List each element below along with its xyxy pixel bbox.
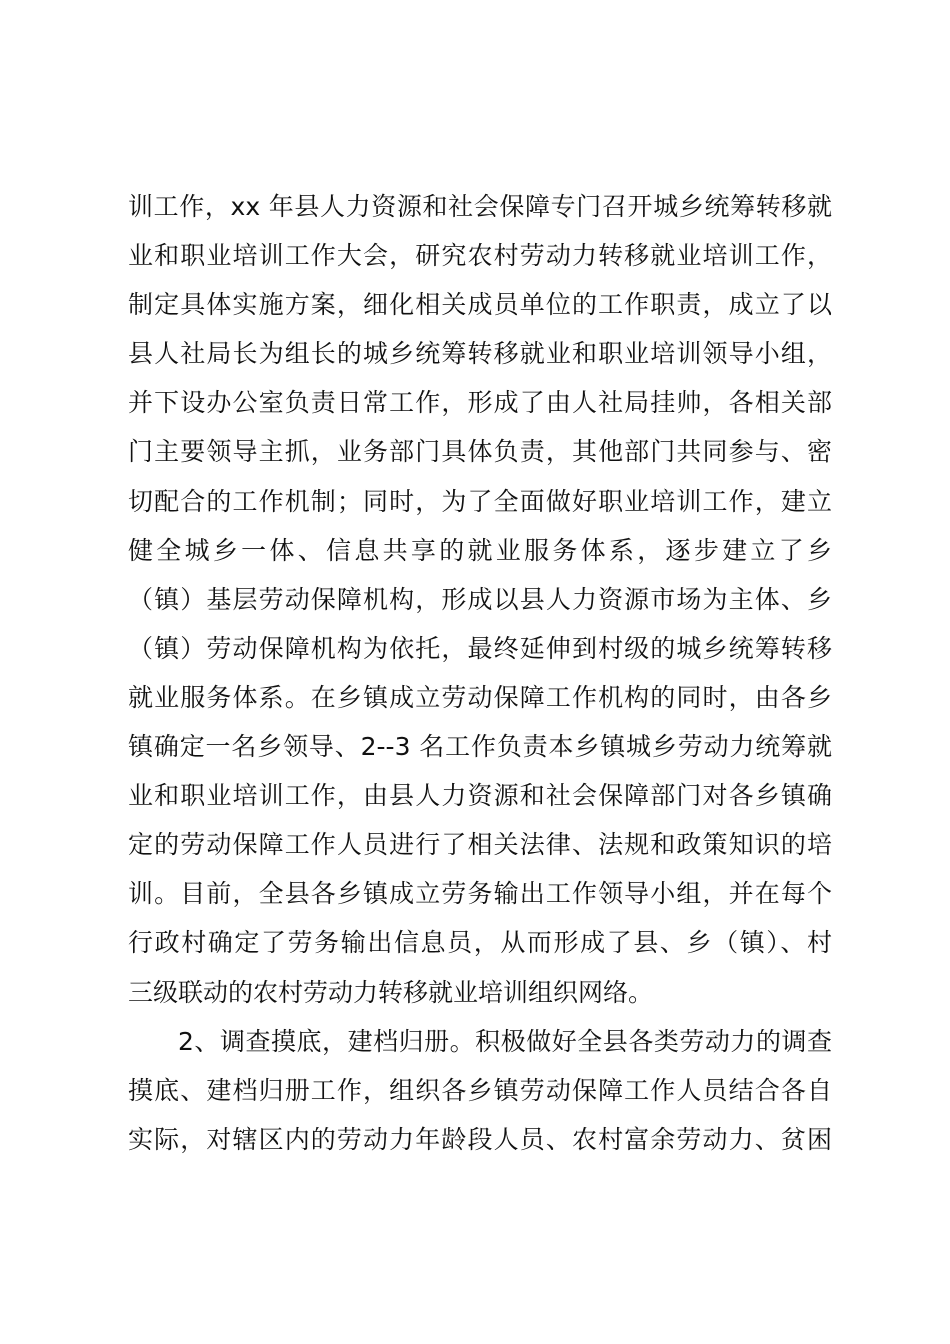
text-line: 实际，对辖区内的劳动力年龄段人员、农村富余劳动力、贫困: [128, 1124, 832, 1154]
text-line: 镇确定一名乡领导、2--3 名工作负责本乡镇城乡劳动力统筹就: [128, 732, 832, 762]
text-line: 定的劳动保障工作人员进行了相关法律、法规和政策知识的培: [128, 830, 832, 860]
text-line: 训工作，xx 年县人力资源和社会保障专门召开城乡统筹转移就: [128, 192, 832, 221]
text-line: 摸底、建档归册工作，组织各乡镇劳动保障工作人员结合各自: [128, 1075, 832, 1105]
text-line: 县人社局长为组长的城乡统筹转移就业和职业培训领导小组，: [128, 339, 832, 369]
text-line: 门主要领导主抓，业务部门具体负责，其他部门共同参与、密: [128, 437, 832, 467]
text-line: （镇）基层劳动保障机构，形成以县人力资源市场为主体、乡: [128, 584, 832, 614]
body-text: [128, 182, 832, 1164]
text-line: （镇）劳动保障机构为依托，最终延伸到村级的城乡统筹转移: [128, 633, 832, 663]
text-line: 三级联动的农村劳动力转移就业培训组织网络。: [128, 977, 654, 1007]
text-line: 就业服务体系。在乡镇成立劳动保障工作机构的同时，由各乡: [128, 682, 832, 712]
text-line: 切配合的工作机制；同时，为了全面做好职业培训工作，建立: [128, 486, 832, 516]
text-line: 并下设办公室负责日常工作，形成了由人社局挂帅，各相关部: [128, 388, 832, 418]
text-line: 制定具体实施方案，细化相关成员单位的工作职责，成立了以: [128, 290, 832, 320]
text-line: 业和职业培训工作大会，研究农村劳动力转移就业培训工作，: [128, 241, 832, 271]
text-line: 训。目前，全县各乡镇成立劳务输出工作领导小组，并在每个: [128, 879, 832, 909]
text-line: 2、调查摸底，建档归册。积极做好全县各类劳动力的调查: [178, 1026, 832, 1056]
text-line: 健全城乡一体、信息共享的就业服务体系，逐步建立了乡: [128, 535, 832, 565]
text-line: 行政村确定了劳务输出信息员，从而形成了县、乡（镇）、村: [128, 928, 832, 958]
text-line: 业和职业培训工作，由县人力资源和社会保障部门对各乡镇确: [128, 781, 832, 811]
